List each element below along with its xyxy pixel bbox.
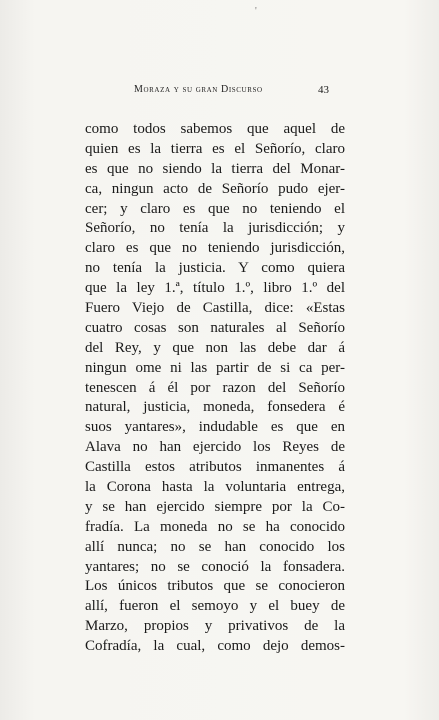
body-text: [85, 120, 345, 657]
running-head: [0, 84, 439, 100]
text-line: Señorío, no tenía la jurisdicción; y: [85, 220, 345, 237]
text-line: allí, fueron el semoyo y el buey de: [85, 598, 345, 615]
text-line: Los únicos tributos que se conocieron: [85, 578, 345, 595]
text-line: natural, justicia, moneda, fonsedera é: [85, 399, 345, 416]
text-line: quien es la tierra es el Señorío, claro: [85, 140, 345, 157]
text-line: Castilla estos atributos inmanentes á: [85, 459, 345, 476]
text-line: no tenía la justicia. Y como quiera: [85, 260, 345, 277]
text-line: Fuero Viejo de Castilla, dice: «Estas: [85, 300, 345, 317]
text-line: la Corona hasta la voluntaria entrega,: [85, 479, 345, 496]
text-line: ca, ningun acto de Señorío pudo ejer-: [85, 180, 345, 197]
text-line: y se han ejercido siempre por la Co-: [85, 498, 345, 515]
text-line: allí nunca; no se han conocido los: [85, 538, 345, 555]
text-line: fradía. La moneda no se ha conocido: [85, 518, 345, 535]
text-line: suos yantares», indudable es que en: [85, 419, 345, 436]
text-line: ningun ome ni las partir de si ca per-: [85, 359, 345, 376]
text-line: tenescen á él por razon del Señorío: [85, 379, 345, 396]
text-line: Alava no han ejercido los Reyes de: [85, 439, 345, 456]
text-line: Marzo, propios y privativos de la: [85, 618, 345, 635]
text-line: es que no siendo la tierra del Monar-: [85, 160, 345, 177]
text-line: claro es que no teniendo jurisdicción,: [85, 240, 345, 257]
text-line: yantares; no se conoció la fonsadera.: [85, 558, 345, 575]
text-line: como todos sabemos que aquel de: [85, 121, 345, 137]
text-line: cuatro cosas son naturales al Señorío: [85, 319, 345, 336]
running-title: Moraza y su gran Discurso: [134, 84, 263, 95]
text-line: del Rey, y que non las debe dar á: [85, 339, 345, 356]
page-number: 43: [318, 84, 329, 96]
text-line: que la ley 1.ª, título 1.º, libro 1.º del: [85, 280, 345, 297]
text-line: Cofradía, la cual, como dejo demos-: [85, 638, 345, 655]
text-line: cer; y claro es que no teniendo el: [85, 200, 345, 217]
top-mark: ': [255, 6, 257, 17]
